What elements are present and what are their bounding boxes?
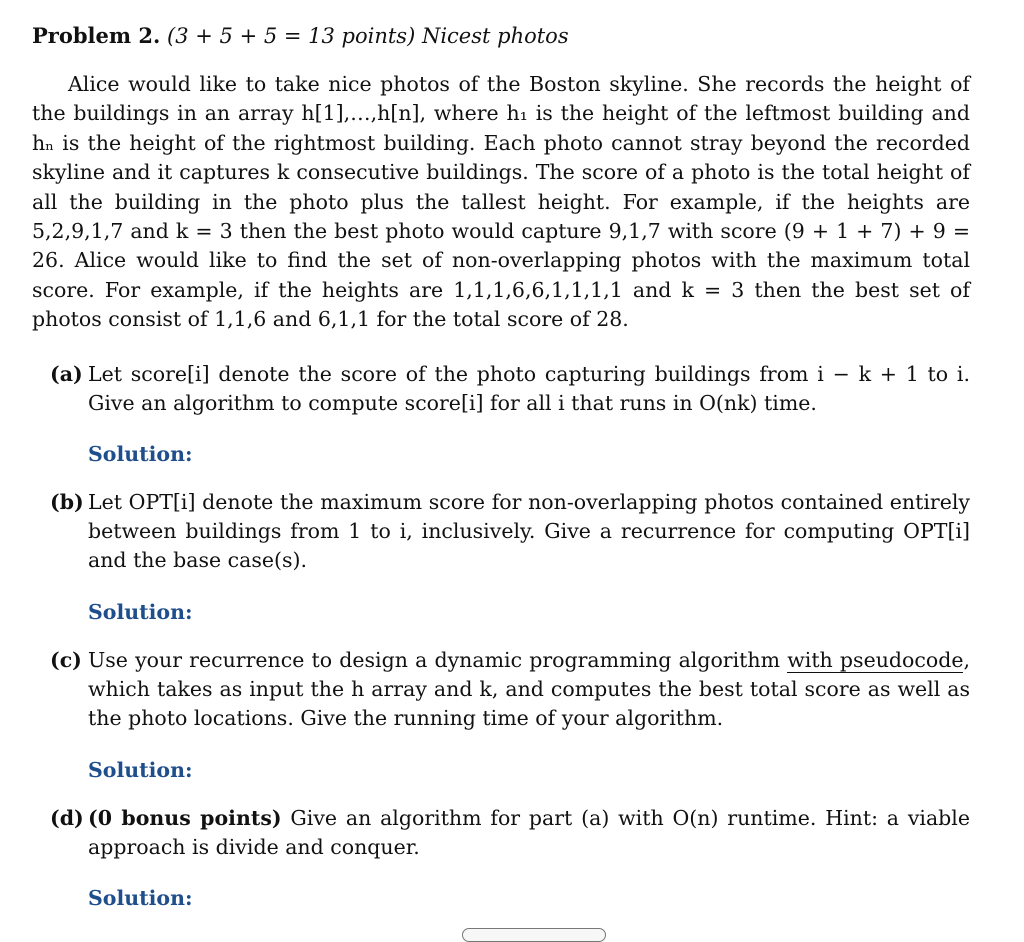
part-d-solution: Solution: bbox=[88, 886, 193, 910]
part-c bbox=[50, 646, 970, 733]
part-a bbox=[50, 360, 970, 418]
problem-intro bbox=[32, 70, 970, 335]
intro-text: Alice would like to take nice photos of the Boston skyline. She records the height of the buildings in an array h[1],…,h[n], where h₁ is the height of the leftmost building and hₙ is the height of the rightmost building. Each photo cannot stray beyond the recorded skyline and it captures k consecutive buildings. The score of a photo is the total height of all the building in the photo plus the tallest height. For example, if the heights are 5,2,9,1,7 and k = 3 then the best photo would capture 9,1,7 with score (9 + 1 + 7) + 9 = 26. Alice would like to find the set of non-overlapping photos with the maximum total score. For example, if the heights are 1,1,1,6,6,1,1,1,1 and k = 3 then the best set of photos consist of 1,1,6 and 6,1,1 for the total score of 28. bbox=[32, 72, 970, 332]
with-pseudocode-underlined: with pseudocode bbox=[787, 648, 964, 672]
part-d-text: (0 bonus points) Give an algorithm for part (a) with O(n) runtime. Hint: a viable approach is divide and conquer. bbox=[88, 806, 970, 859]
part-a-label: (a) bbox=[50, 362, 83, 386]
problem-points-title: (3 + 5 + 5 = 13 points) Nicest photos bbox=[167, 24, 569, 48]
part-a-solution: Solution: bbox=[88, 442, 193, 466]
part-c-text: Use your recurrence to design a dynamic programming algorithm with pseudocode, which takes as input the h array and k, and computes the best total score as well as the photo locations. Give the running time of your algorithm. bbox=[88, 648, 970, 730]
part-c-solution: Solution: bbox=[88, 758, 193, 782]
part-c-label: (c) bbox=[50, 648, 82, 672]
page-scroll-handle[interactable] bbox=[462, 928, 606, 942]
part-b-label: (b) bbox=[50, 490, 84, 514]
part-d bbox=[50, 804, 970, 862]
part-b-text: Let OPT[i] denote the maximum score for non-overlapping photos contained entirely between buildings from 1 to i, inclusively. Give a recurrence for computing OPT[i] and the base case(s). bbox=[88, 490, 970, 572]
problem-number: Problem 2. bbox=[32, 23, 161, 48]
part-d-label: (d) bbox=[50, 806, 84, 830]
part-b-solution: Solution: bbox=[88, 600, 193, 624]
bonus-points: (0 bonus points) bbox=[88, 806, 282, 830]
part-b bbox=[50, 488, 970, 575]
part-a-text: Let score[i] denote the score of the photo capturing buildings from i − k + 1 to i. Give an algorithm to compute score[i] for all i that runs in O(nk) time. bbox=[88, 362, 970, 415]
problem-heading bbox=[32, 22, 569, 50]
